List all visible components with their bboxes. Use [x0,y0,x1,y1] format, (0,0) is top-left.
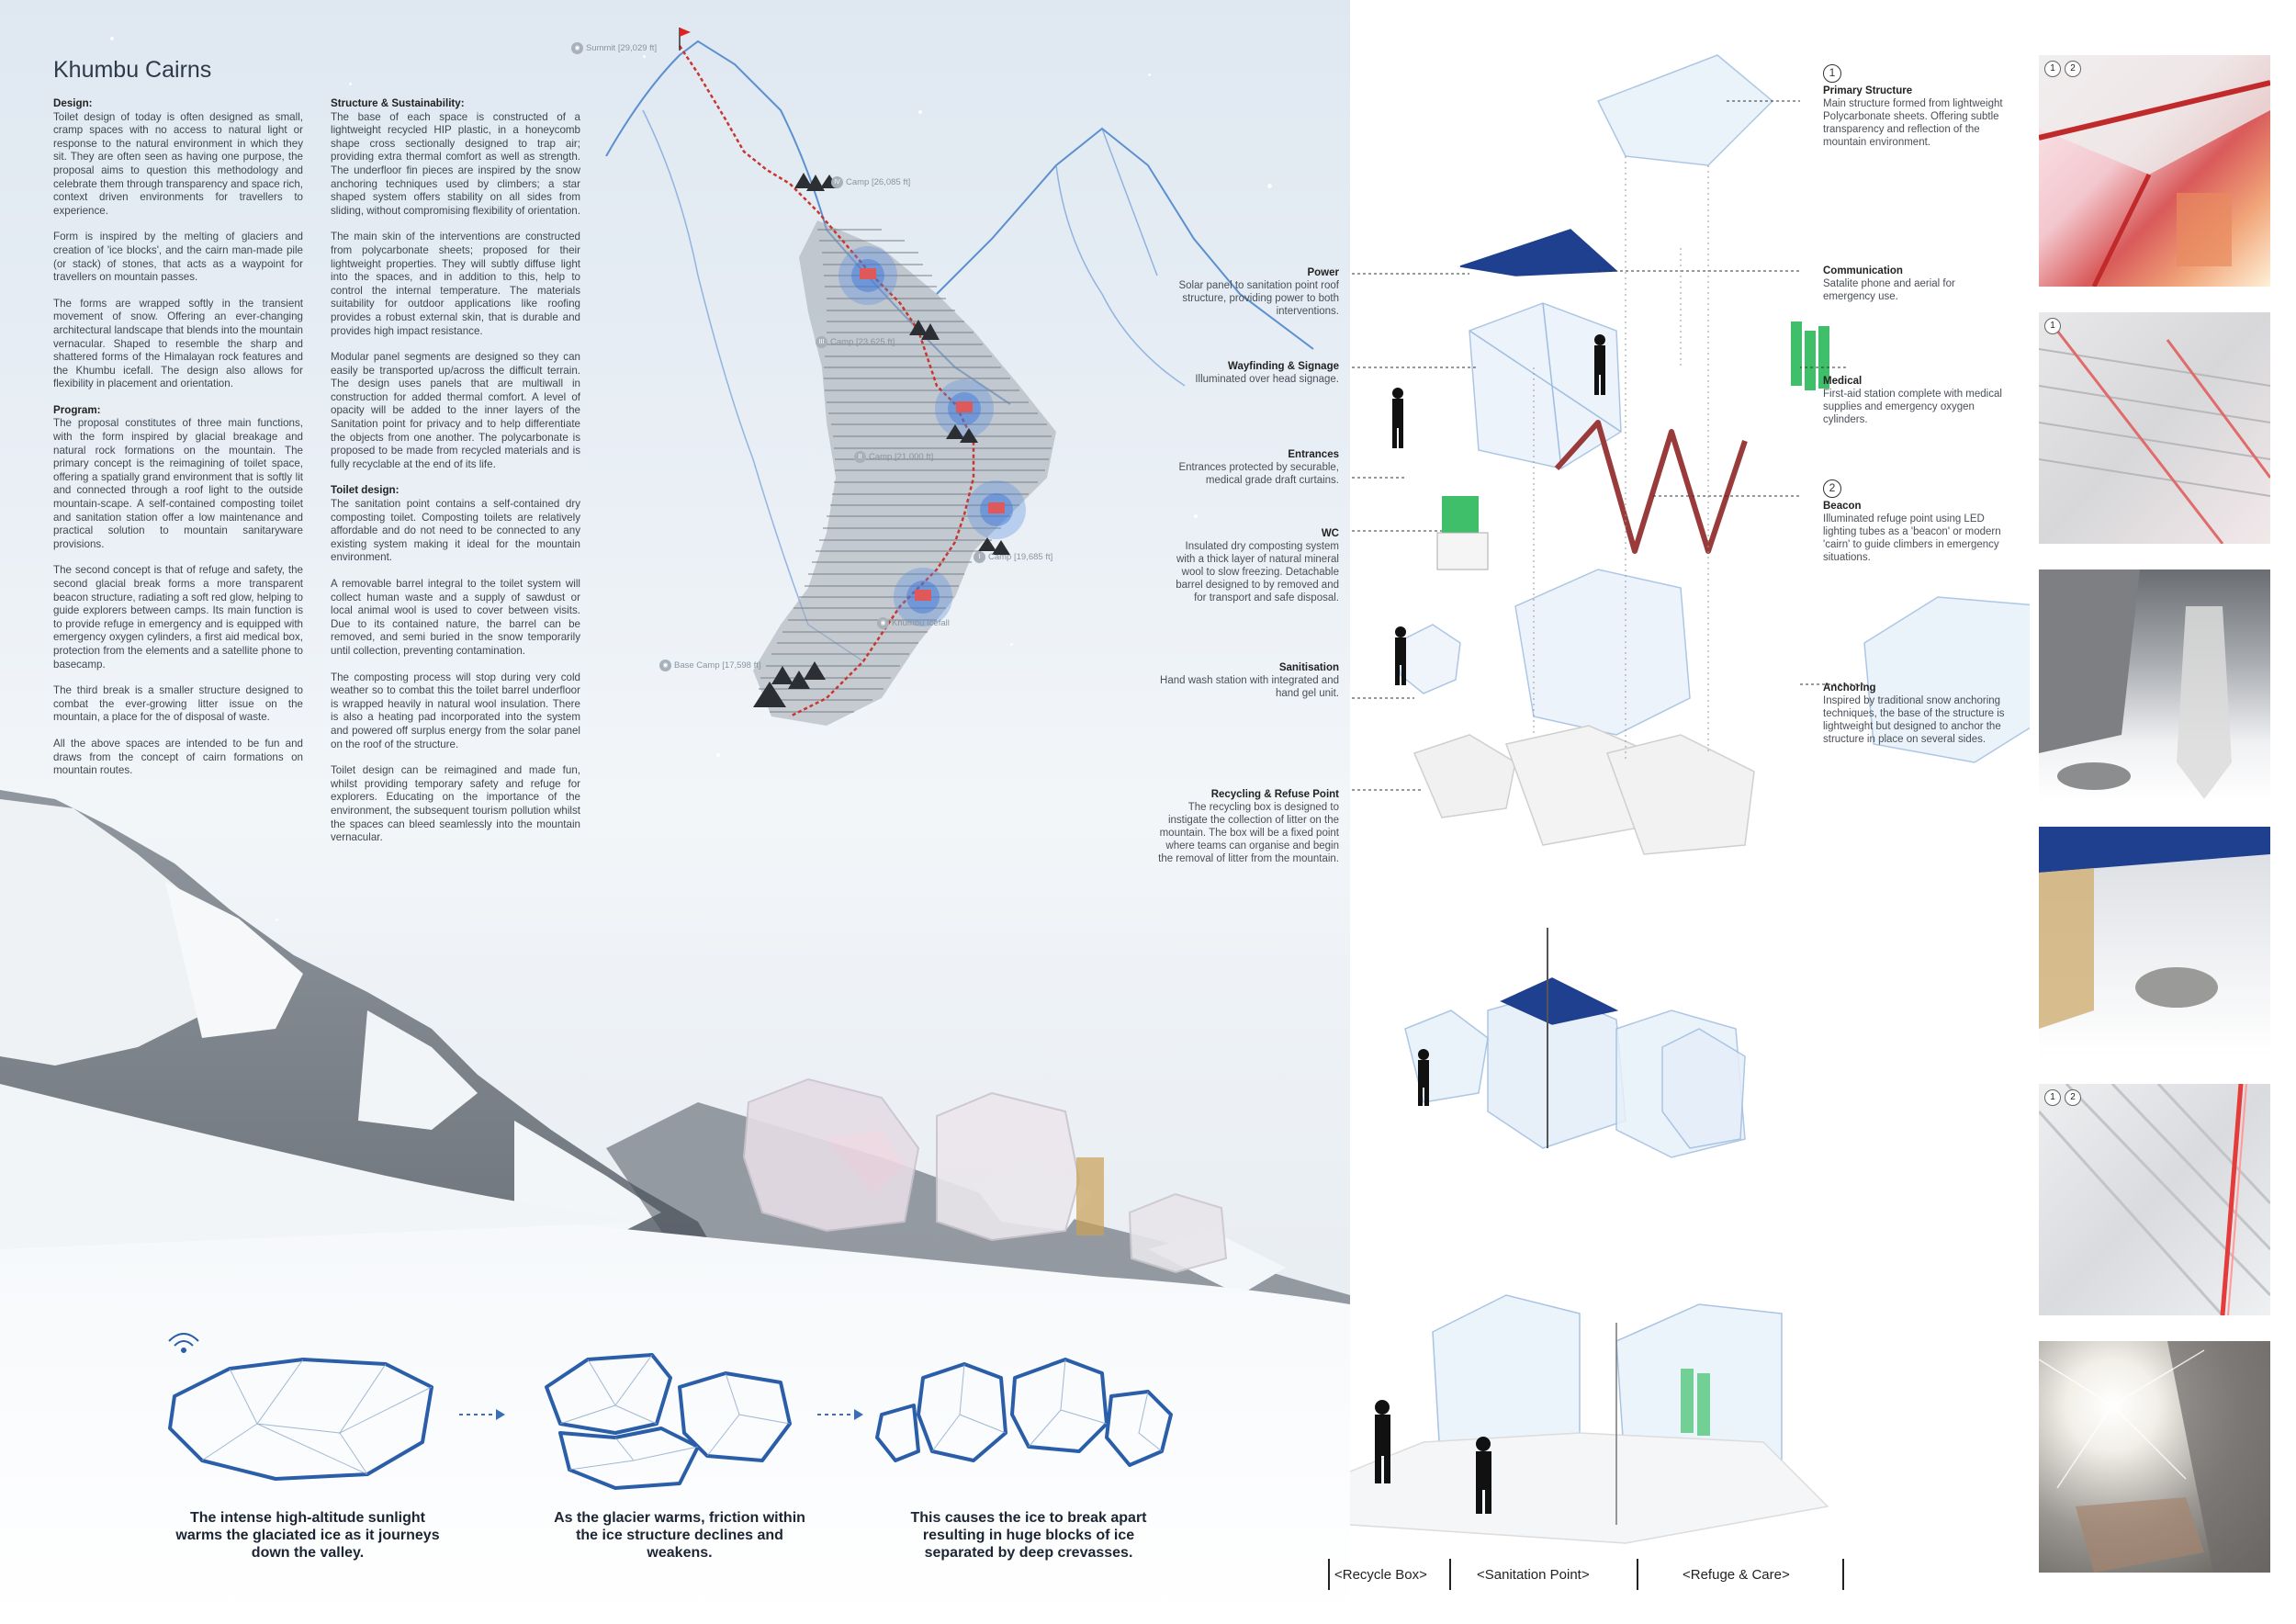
program-paragraph: The third break is a smaller structure designed to combat the ever-growing litter issue on the mountain, a place for the of disposal of waste. [53,684,303,724]
detail-number: 1 [2044,318,2061,334]
design-program-column [53,97,303,791]
map-label-camp3: III Camp [23,625 ft] [816,336,895,348]
ice-block-split-3 [1107,1392,1171,1465]
program-paragraph: The proposal constitutes of three main functions, with the form inspired by glacial breakage and natural rock formations on the mountain. The primary concept is the reimagining of toilet space, offering a spatially grand environment that is softly lit and connected through a roof light to the outside mountain-scape. A self-contained composting toilet and sanitation station offer a low maintenance and practical solution to mountain sanitaryware provisions. [53,417,303,550]
label-sanitation-point: <Sanitation Point> [1477,1567,1590,1583]
pin-icon: ◉ [659,660,671,671]
map-label-camp4: IV Camp [26,085 ft] [831,176,910,188]
detail-thumbnail-sunlight [2039,1341,2270,1573]
label-recycle-box: <Recycle Box> [1334,1567,1427,1583]
design-heading: Design: [53,97,93,109]
design-paragraph: Form is inspired by the melting of glaciers and creation of 'ice blocks', and the cairn man-made pile (or stack) of stones, that acts as a waypoint for travellers on mountain passes. [53,231,303,284]
annotation-wayfinding: Wayfinding & Signage Illuminated over head signage. [1195,361,1339,385]
detail-thumbnail-anchoring [2039,570,2270,801]
glacier-breakup-diagram [156,1323,1185,1506]
annotation-anchoring: Anchoring Inspired by traditional snow anchoring techniques, the base of the structure is lightweight but designed to anchor the structure in place on several sides. [1823,682,2005,745]
annotation-recycling: Recycling & Refuse Point The recycling box is designed to instigate the collection of litter on the mountain. The box will be a fixed point where teams can organise and begin the removal of litter from the mountain. [1158,789,1339,864]
thumbnail-render [2039,312,2270,544]
ice-block-split-2 [1012,1359,1107,1451]
structure-paragraph: Modular panel segments are designed so they can easily be transported up/across the difficult terrain. The design uses panels that are multiwall in construction for added thermal comfort. A level of opacity will be added to the inner layers of the Sanitation point for privacy and to help differentiate the objects from one another. The polycarbonate is proposed to be made from recycled materials and is fully recyclable at the end of its life. [331,351,580,470]
page-title: Khumbu Cairns [53,57,212,83]
caption-step-3: This causes the ice to break apart resulting in huge blocks of ice separated by deep crevasses. [910,1510,1147,1561]
annotation-sanitisation: Sanitisation Hand wash station with integrated and hand gel unit. [1160,662,1339,699]
program-paragraph: The second concept is that of refuge and safety, the second glacial break forms a more transparent beacon structure, radiating a soft red glow, helping to guide explorers between camps. Its main function is to provide refuge in emergency and is equipped with emergency oxygen cylinders, a first aid medical box, protection from the elements and a satellite phone to basecamp. [53,564,303,671]
detail-thumbnail-polycarbonate [2039,312,2270,544]
map-label-summit: ◉ Summit [29,029 ft] [571,42,657,54]
detail-thumbnail-solar-panel [2039,827,2270,1058]
design-paragraph: The forms are wrapped softly in the transient movement of snow. Offering an ever-changing architectural landscape that blends into the mountain vernacular. Shaped to resemble the sharp and shattered forms of the Himalayan rock features and the Khumbu icefall. The design also allows for flexibility in placement and orientation. [53,297,303,390]
map-label-icefall: ◉ Khumbu Icefall [877,617,950,629]
annotation-power: Power Solar panel to sanitation point roof structure, providing power to both interventions. [1178,267,1339,317]
ice-block-whole [170,1359,432,1479]
program-heading: Program: [53,403,101,416]
structure-paragraph: The base of each space is constructed of a lightweight recycled HIP plastic, in a honeycomb shape cross sectionally designed to trap air; providing extra thermal comfort as well as strength. The underfloor fin pieces are inspired by the snow anchoring techniques used by climbers; a star shaped system offers stability on all sides from sliding, without compromising flexibility of orientation. [331,110,580,217]
sun-rays-icon [169,1334,198,1352]
detail-number: 1 [2044,1089,2061,1106]
pin-icon: ◉ [571,42,583,54]
toilet-heading: Toilet design: [331,484,400,497]
thumbnail-render [2039,55,2270,287]
structure-heading: Structure & Sustainability: [331,97,465,109]
map-label-basecamp: ◉ Base Camp [17,598 ft] [659,660,761,671]
thumbnail-render [2039,570,2270,801]
program-paragraph: All the above spaces are intended to be fun and draws from the concept of cairn formations on mountain routes. [53,737,303,777]
detail-number: 2 [2065,1089,2081,1106]
toilet-paragraph: A removable barrel integral to the toilet system will collect human waste and a supply of sawdust or local animal wool is used to cover between visits. Due to its contained nature, the barrel can be removed, and semi buried in the snow temporarily until collection, preventing contamination. [331,578,580,657]
caption-step-2: As the glacier warms, friction within the ice structure declines and weakens. [554,1510,805,1561]
detail-thumbnail-led-beacon [2039,1084,2270,1315]
ice-block-split-4 [877,1405,918,1460]
annotation-entrances: Entrances Entrances protected by securable, medical grade draft curtains. [1178,449,1339,486]
ice-block-cracking-2 [560,1428,698,1488]
annotation-beacon: 2 Beacon Illuminated refuge point using LED lighting tubes as a 'beacon' or modern 'cairn' to guide climbers in emergency situations. [1823,481,2001,563]
label-divider [1449,1559,1451,1590]
label-refuge-care: <Refuge & Care> [1683,1567,1790,1583]
caption-step-1: The intense high-altitude sunlight warms the glaciated ice as it journeys down the valley. [175,1510,440,1561]
exploded-axonometric-diagram [1350,0,2030,1624]
annotation-communication: Communication Satalite phone and aerial for emergency use. [1823,265,1955,302]
ice-block-split-1 [918,1364,1006,1460]
label-divider [1637,1559,1638,1590]
detail-thumbnail-beacon-roof [2039,55,2270,287]
thumbnail-render [2039,1341,2270,1573]
structure-toilet-column [331,97,580,858]
map-label-camp1: I Camp [19,685 ft] [974,551,1052,563]
toilet-paragraph: Toilet design can be reimagined and made fun, whilst providing temporary safety and refuge for explorers. Educating on the importance of the environment, the subsequent tourism pollution whilst the spaces can bleed seamlessly into the mountain vernacular. [331,764,580,844]
map-label-camp2: II Camp [21,000 ft] [854,451,933,463]
toilet-paragraph: The composting process will stop during very cold weather so to combat this the toilet barrel underfloor is wrapped heavily in natural wool insulation. There is also a heating pad incorporated into the system and powered off surplus energy from the solar panel on the roof of the structure. [331,671,580,750]
structure-paragraph: The main skin of the interventions are constructed from polycarbonate sheets; proposed for their lightweight properties. They will subtly diffuse light into the spaces, and in addition to this, help to control the internal temperature. The materials suitability for outdoor applications like roofing provides a robust external skin, that is durable and provides high impact resistance. [331,231,580,337]
annotation-wc: WC Insulated dry composting system with a thick layer of natural mineral wool to slow freezing. Detachable barrel designed to by removed and for transport and safe disposal. [1176,528,1339,603]
thumbnail-render [2039,1084,2270,1315]
annotation-primary-structure: 1 Primary Structure Main structure formed from lightweight Polycarbonate sheets. Offering subtle transparency and reflection of the mountain environment. [1823,66,2003,148]
label-divider [1328,1559,1330,1590]
thumbnail-render [2039,827,2270,1058]
detail-number: 1 [2044,61,2061,77]
design-paragraph: Toilet design of today is often designed as small, cramp spaces with no access to natural light or response to the natural environment in which they sit. They are often seen as having one purpose, the proposal aims to question this methodology and celebrate them through transparency and space rich, context driven environments for travellers to experience. [53,110,303,217]
detail-number: 2 [2065,61,2081,77]
toilet-paragraph: The sanitation point contains a self-contained dry composting toilet. Composting toilets are relatively affordable and do not need to be connected to any existing system making it ideal for the mountain environment. [331,498,580,564]
annotation-medical: Medical First-aid station complete with medical supplies and emergency oxygen cylinders. [1823,376,2002,425]
label-divider [1842,1559,1844,1590]
pin-icon: ◉ [877,617,889,629]
